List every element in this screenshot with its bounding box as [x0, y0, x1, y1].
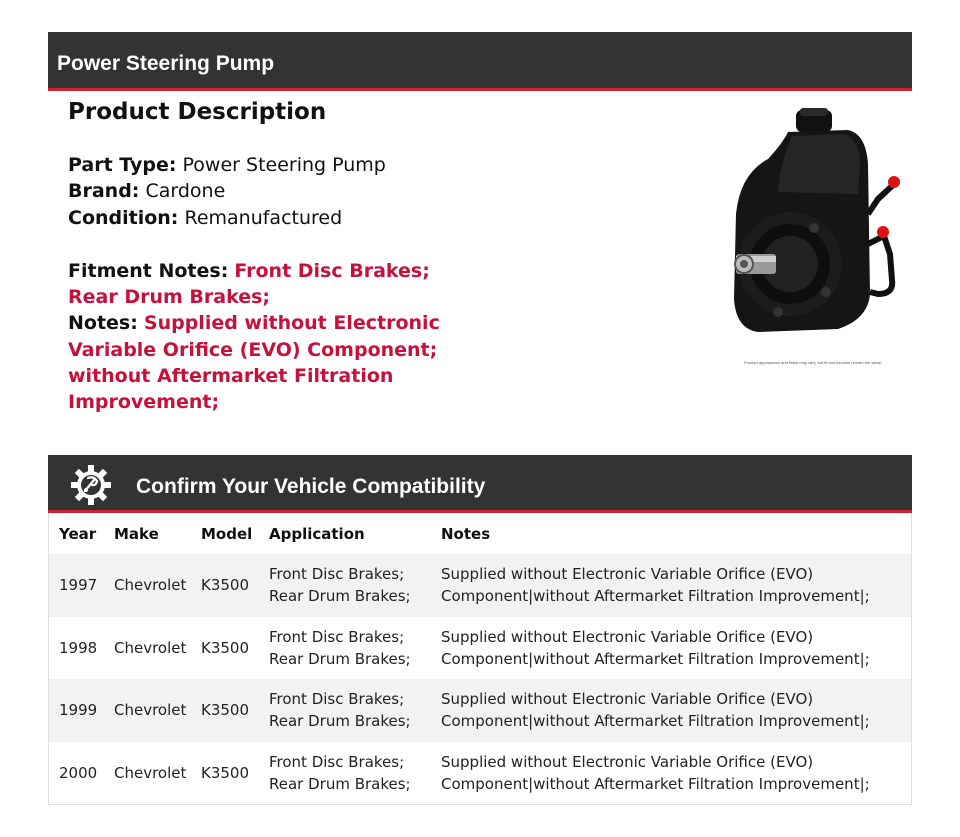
table-row: [49, 617, 911, 680]
product-title-bar: [48, 32, 912, 91]
cell-notes: [441, 742, 911, 805]
brand-value: Cardone: [145, 180, 226, 203]
description-heading: Product Description: [68, 99, 327, 125]
notes-line: Component|without Aftermarket Filtration Improvement|;: [441, 649, 870, 668]
image-disclaimer: Product appearance and finish may vary, but fit and function remain the same.: [744, 360, 883, 365]
cell-year: 1997: [49, 554, 114, 617]
application-line: Front Disc Brakes;: [269, 565, 405, 584]
cell-model: K3500: [201, 638, 250, 657]
cell-year: 1998: [59, 638, 98, 657]
notes-line: Supplied without Electronic Variable Orifice (EVO): [441, 565, 814, 584]
notes-line: Component|without Aftermarket Filtration Improvement|;: [441, 774, 870, 793]
power-steering-pump-image: [718, 104, 918, 374]
fitment-notes-value: Front Disc Brakes; Rear Drum Brakes;: [68, 259, 430, 309]
cell-application: [269, 742, 441, 805]
notes-line: Supplied without Electronic Variable Orifice (EVO): [441, 752, 814, 771]
cell-make: Chevrolet: [114, 679, 201, 742]
application-line: Front Disc Brakes;: [269, 752, 405, 771]
cell-notes: [441, 617, 911, 680]
cell-notes: [441, 679, 911, 742]
cell-notes: [441, 554, 911, 617]
product-description: [68, 96, 468, 416]
compatibility-bar: [48, 455, 912, 513]
cell-model: K3500: [201, 554, 269, 617]
col-model: Model: [201, 524, 253, 543]
col-application: Application: [269, 524, 365, 543]
cell-year: 1999: [49, 679, 114, 742]
application-line: Front Disc Brakes;: [269, 627, 405, 646]
cell-make: Chevrolet: [114, 763, 187, 782]
fitment-notes-label: Fitment Notes:: [68, 259, 229, 282]
col-make: Make: [114, 524, 159, 543]
table-row: [49, 742, 911, 805]
notes-line: [68, 310, 468, 415]
application-line: Rear Drum Brakes;: [269, 774, 411, 793]
application-line: Front Disc Brakes;: [269, 690, 405, 709]
cell-year: 2000: [59, 763, 98, 782]
cell-make: Chevrolet: [114, 554, 201, 617]
table-header-row: [49, 513, 911, 554]
cell-application: [269, 679, 441, 742]
application-line: Rear Drum Brakes;: [269, 649, 411, 668]
notes-line: Supplied without Electronic Variable Orifice (EVO): [441, 627, 814, 646]
part-type-value: Power Steering Pump: [182, 154, 386, 176]
cell-model: K3500: [201, 679, 269, 742]
cell-make: Chevrolet: [114, 638, 187, 657]
application-line: Rear Drum Brakes;: [269, 587, 411, 606]
brand-label: Brand:: [68, 180, 140, 203]
cell-application: [269, 617, 441, 680]
brand-line: [68, 178, 468, 204]
product-title: Power Steering Pump: [57, 52, 275, 75]
condition-label: Condition:: [68, 206, 179, 229]
notes-value: Supplied without Electronic Variable Orifice (EVO) Component; without Aftermarket Filtration Improvement;: [68, 312, 440, 414]
cell-model: K3500: [201, 763, 250, 782]
cell-application: [269, 554, 441, 617]
notes-line: Component|without Aftermarket Filtration Improvement|;: [441, 587, 870, 606]
condition-value: Remanufactured: [184, 206, 343, 229]
compatibility-title: Confirm Your Vehicle Compatibility: [136, 475, 486, 498]
part-type-label: Part Type:: [68, 154, 177, 176]
condition-line: [68, 205, 468, 231]
gear-icon: [70, 464, 112, 506]
notes-line: Supplied without Electronic Variable Orifice (EVO): [441, 690, 814, 709]
notes-label: Notes:: [68, 312, 138, 335]
application-line: Rear Drum Brakes;: [269, 712, 411, 731]
table-row: [49, 554, 911, 617]
fitment-notes-line: [68, 258, 468, 311]
part-type-line: [68, 152, 468, 178]
table-row: [49, 679, 911, 742]
compatibility-table: [48, 513, 912, 805]
col-notes: Notes: [441, 524, 491, 543]
col-year: Year: [59, 524, 97, 543]
notes-line: Component|without Aftermarket Filtration Improvement|;: [441, 712, 870, 731]
